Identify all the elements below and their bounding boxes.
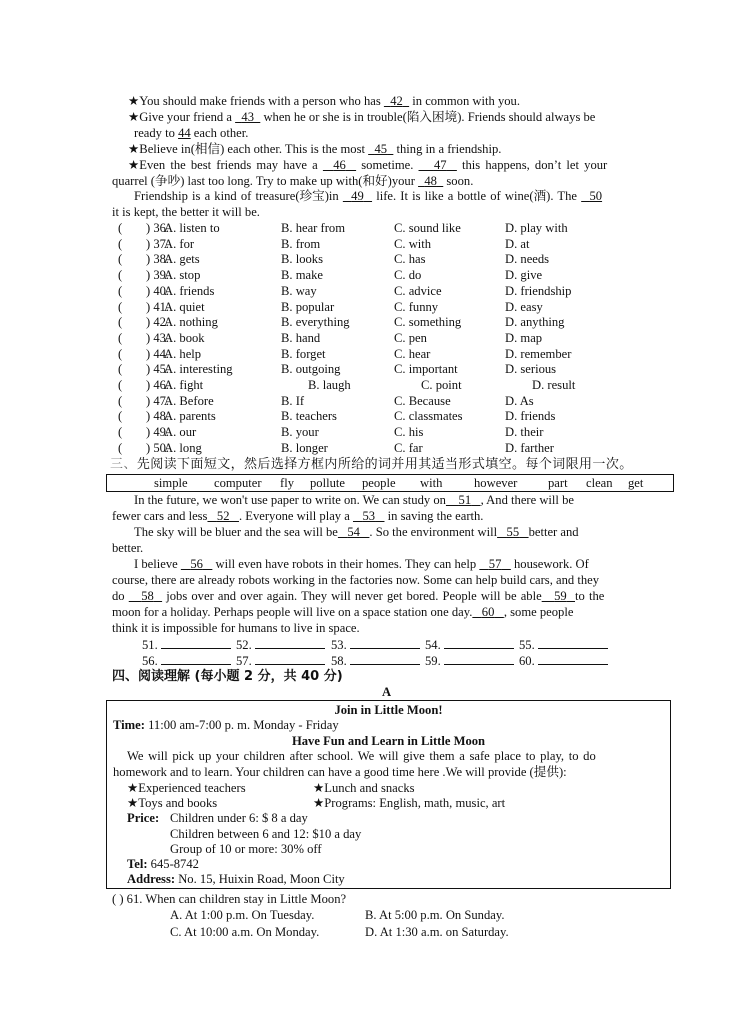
option-b[interactable]: B. popular bbox=[281, 299, 335, 314]
option-d[interactable]: D. farther bbox=[505, 440, 554, 455]
answer-paren[interactable]: ( bbox=[118, 315, 123, 330]
ad-feature: ★Experienced teachers bbox=[127, 781, 246, 795]
option-b[interactable]: B. make bbox=[281, 268, 323, 283]
option-c[interactable]: C. far bbox=[394, 440, 423, 455]
option-d[interactable]: D. give bbox=[505, 268, 543, 283]
answer-paren[interactable]: ( bbox=[118, 409, 123, 424]
passage-line: fewer cars and less 52 . Everyone will play a 53 in saving the earth. bbox=[112, 509, 484, 523]
option-d[interactable]: D. result bbox=[532, 378, 576, 392]
tip-line-1: ★You should make friends with a person who has 42 in common with you. bbox=[128, 94, 520, 108]
ad-feature: ★Lunch and snacks bbox=[313, 781, 415, 795]
answer-line-58[interactable]: 58. bbox=[331, 653, 420, 669]
question-number: ) 50. bbox=[146, 440, 170, 455]
word-item: computer bbox=[214, 476, 262, 490]
option-b[interactable]: B. everything bbox=[281, 315, 350, 330]
q61-option-d[interactable]: D. At 1:30 a.m. on Saturday. bbox=[365, 925, 509, 939]
option-c[interactable]: C. sound like bbox=[394, 221, 461, 235]
question-number: ) 38. bbox=[146, 252, 170, 267]
answer-line-52[interactable]: 52. bbox=[236, 637, 325, 653]
question-number: ) 43. bbox=[146, 330, 170, 345]
option-c[interactable]: C. important bbox=[394, 362, 458, 377]
word-item: pollute bbox=[310, 476, 345, 490]
option-a[interactable]: A. fight bbox=[164, 378, 204, 392]
answer-paren[interactable]: ( bbox=[118, 283, 123, 298]
ad-time: Time: 11:00 am-7:00 p. m. Monday - Friday bbox=[113, 718, 339, 732]
option-d[interactable]: D. serious bbox=[505, 362, 557, 377]
option-b[interactable]: B. your bbox=[281, 425, 319, 440]
tip-line-8: it is kept, the better it will be. bbox=[112, 205, 260, 219]
option-d[interactable]: D. easy bbox=[505, 299, 543, 314]
option-c[interactable]: C. his bbox=[394, 425, 424, 440]
question-number: ) 47. bbox=[146, 393, 170, 408]
option-d[interactable]: D. remember bbox=[505, 346, 572, 361]
option-b[interactable]: B. outgoing bbox=[281, 362, 341, 377]
tip-line-5: ★Even the best friends may have a 46 sometime. 47 this happens, don’t let your bbox=[128, 158, 608, 172]
option-d[interactable]: D. their bbox=[505, 425, 544, 440]
option-a[interactable]: A. help bbox=[164, 346, 202, 361]
word-item: fly bbox=[280, 476, 294, 490]
question-61: ( ) 61. When can children stay in Little Moon? bbox=[112, 892, 347, 906]
word-item: simple bbox=[154, 476, 188, 490]
answer-line-59[interactable]: 59. bbox=[425, 653, 514, 669]
option-d[interactable]: D. anything bbox=[505, 315, 565, 330]
ad-subtitle: Have Fun and Learn in Little Moon bbox=[291, 734, 486, 748]
word-item: people bbox=[362, 476, 396, 490]
option-b[interactable]: B. laugh bbox=[308, 378, 351, 392]
passage-line: course, there are already robots working in the factories now. Some can help build cars, and they bbox=[112, 573, 600, 587]
option-c[interactable]: C. point bbox=[421, 378, 462, 392]
passage-line: In the future, we won't use paper to write on. We can study on 51 , And there will be bbox=[134, 493, 574, 507]
option-c[interactable]: C. advice bbox=[394, 283, 442, 298]
answer-paren[interactable]: ( bbox=[118, 299, 123, 314]
option-a[interactable]: A. our bbox=[164, 425, 197, 440]
answer-paren[interactable]: ( bbox=[118, 346, 123, 361]
tip-line-4: ★Believe in(相信) each other. This is the most 45 thing in a friendship. bbox=[128, 142, 502, 156]
word-box bbox=[106, 474, 674, 492]
question-number: ) 48. bbox=[146, 409, 170, 424]
passage-line: better. bbox=[112, 541, 144, 555]
q61-option-b[interactable]: B. At 5:00 p.m. On Sunday. bbox=[365, 908, 505, 922]
passage-line: I believe 56 will even have robots in their homes. They can help 57 housework. Of bbox=[134, 557, 589, 571]
answer-line-51[interactable]: 51. bbox=[142, 637, 231, 653]
tip-line-3: ready to 44 each other. bbox=[134, 126, 249, 140]
option-c[interactable]: C. classmates bbox=[394, 409, 463, 424]
question-number: ) 46. bbox=[146, 378, 170, 392]
option-c[interactable]: C. do bbox=[394, 268, 422, 283]
question-number: ) 49. bbox=[146, 425, 170, 440]
question-number: ) 44. bbox=[146, 346, 170, 361]
option-b[interactable]: B. longer bbox=[281, 440, 328, 455]
option-a[interactable]: A. quiet bbox=[164, 299, 205, 314]
word-item: with bbox=[420, 476, 443, 490]
answer-line-56[interactable]: 56. bbox=[142, 653, 231, 669]
ad-price: Group of 10 or more: 30% off bbox=[170, 842, 322, 856]
option-d[interactable]: D. As bbox=[505, 393, 534, 408]
tip-line-2: ★Give your friend a 43 when he or she is in trouble(陷入困境). Friends should always be bbox=[128, 110, 596, 124]
answer-paren[interactable]: ( bbox=[118, 221, 123, 235]
ad-price: Children under 6: $ 8 a day bbox=[170, 811, 308, 825]
passage-line: think it is impossible for humans to live in space. bbox=[112, 621, 360, 635]
answer-line-55[interactable]: 55. bbox=[519, 637, 608, 653]
option-d[interactable]: D. map bbox=[505, 330, 543, 345]
passage-letter: A bbox=[382, 685, 392, 699]
q61-option-a[interactable]: A. At 1:00 p.m. On Tuesday. bbox=[170, 908, 315, 922]
option-a[interactable]: A. interesting bbox=[164, 362, 233, 377]
option-d[interactable]: D. needs bbox=[505, 252, 550, 267]
answer-line-53[interactable]: 53. bbox=[331, 637, 420, 653]
option-a[interactable]: A. Before bbox=[164, 393, 214, 408]
passage-line: do 58 jobs over and over again. They will never get bored. People will be able 59 to the bbox=[112, 589, 605, 603]
answer-paren[interactable]: ( bbox=[118, 378, 123, 392]
question-number: ) 45. bbox=[146, 362, 170, 377]
option-b[interactable]: B. way bbox=[281, 283, 317, 298]
ad-intro: We will pick up your children after school. We will give them a safe place to play, to do bbox=[127, 749, 596, 763]
option-d[interactable]: D. friendship bbox=[505, 283, 572, 298]
passage-line: moon for a holiday. Perhaps people will live on a space station one day. 60 , some people bbox=[112, 605, 574, 619]
option-b[interactable]: B. If bbox=[281, 393, 305, 408]
option-d[interactable]: D. at bbox=[505, 236, 530, 251]
answer-paren[interactable]: ( bbox=[118, 393, 123, 408]
option-a[interactable]: A. nothing bbox=[164, 315, 218, 330]
word-item: clean bbox=[586, 476, 613, 490]
section4-title: 四、阅读理解 (每小题 2 分，共 40 分) bbox=[112, 669, 343, 684]
option-c[interactable]: C. hear bbox=[394, 346, 431, 361]
option-a[interactable]: A. friends bbox=[164, 283, 215, 298]
option-b[interactable]: B. hand bbox=[281, 330, 321, 345]
option-d[interactable]: D. friends bbox=[505, 409, 556, 424]
option-a[interactable]: A. parents bbox=[164, 409, 216, 424]
answer-paren[interactable]: ( bbox=[118, 425, 123, 440]
tip-line-6: quarrel (争吵) last too long. Try to make up with(和好)your 48 soon. bbox=[112, 174, 474, 188]
option-b[interactable]: B. looks bbox=[281, 252, 323, 267]
option-c[interactable]: C. pen bbox=[394, 330, 427, 345]
question-number: ) 39. bbox=[146, 268, 170, 283]
answer-line-57[interactable]: 57. bbox=[236, 653, 325, 669]
option-c[interactable]: C. with bbox=[394, 236, 432, 251]
answer-paren[interactable]: ( bbox=[118, 268, 123, 283]
option-c[interactable]: C. something bbox=[394, 315, 462, 330]
word-item: get bbox=[628, 476, 644, 490]
ad-feature: ★Programs: English, math, music, art bbox=[313, 796, 506, 810]
answer-line-54[interactable]: 54. bbox=[425, 637, 514, 653]
question-number: ) 37. bbox=[146, 236, 170, 251]
advert-box bbox=[106, 700, 671, 889]
ad-intro: homework and to learn. Your children can have a good time here .We will provide (提供): bbox=[113, 765, 567, 779]
option-a[interactable]: A. stop bbox=[164, 268, 201, 283]
answer-line-60[interactable]: 60. bbox=[519, 653, 608, 669]
q61-option-c[interactable]: C. At 10:00 a.m. On Monday. bbox=[170, 925, 320, 939]
option-a[interactable]: A. for bbox=[164, 236, 195, 251]
option-b[interactable]: B. forget bbox=[281, 346, 326, 361]
answer-paren[interactable]: ( bbox=[118, 330, 123, 345]
option-c[interactable]: C. Because bbox=[394, 393, 451, 408]
answer-paren[interactable]: ( bbox=[118, 440, 123, 455]
ad-feature: ★Toys and books bbox=[127, 796, 218, 810]
section3-instruction: 三、先阅读下面短文，然后选择方框内所给的词并用其适当形式填空。每个词限用一次。 bbox=[110, 457, 633, 472]
ad-address: Address: No. 15, Huixin Road, Moon City bbox=[127, 872, 345, 886]
option-b[interactable]: B. hear from bbox=[281, 221, 345, 235]
option-a[interactable]: A. book bbox=[164, 330, 205, 345]
option-c[interactable]: C. funny bbox=[394, 299, 439, 314]
question-number: ) 41. bbox=[146, 299, 170, 314]
option-c[interactable]: C. has bbox=[394, 252, 426, 267]
question-number: ) 42. bbox=[146, 315, 170, 330]
option-a[interactable]: A. long bbox=[164, 440, 202, 455]
answer-paren[interactable]: ( bbox=[118, 236, 123, 251]
option-b[interactable]: B. from bbox=[281, 236, 321, 251]
passage-line: The sky will be bluer and the sea will be 54 . So the environment will 55 better and bbox=[134, 525, 579, 539]
word-item: part bbox=[548, 476, 568, 490]
ad-price-label: Price: bbox=[127, 811, 160, 825]
tip-line-7: Friendship is a kind of treasure(珍宝)in 49 life. It is like a bottle of wine(酒). The 50 bbox=[134, 189, 603, 203]
question-number: ) 40. bbox=[146, 283, 170, 298]
word-item: however bbox=[474, 476, 518, 490]
ad-tel: Tel: 645-8742 bbox=[127, 857, 199, 871]
question-number: ) 36. bbox=[146, 221, 170, 235]
answer-paren[interactable]: ( bbox=[118, 362, 123, 377]
option-a[interactable]: A. gets bbox=[164, 252, 200, 267]
option-d[interactable]: D. play with bbox=[505, 221, 568, 235]
answer-paren[interactable]: ( bbox=[118, 252, 123, 267]
ad-price: Children between 6 and 12: $10 a day bbox=[170, 827, 362, 841]
ad-title: Join in Little Moon! bbox=[334, 703, 443, 717]
option-b[interactable]: B. teachers bbox=[281, 409, 337, 424]
option-a[interactable]: A. listen to bbox=[164, 221, 220, 235]
